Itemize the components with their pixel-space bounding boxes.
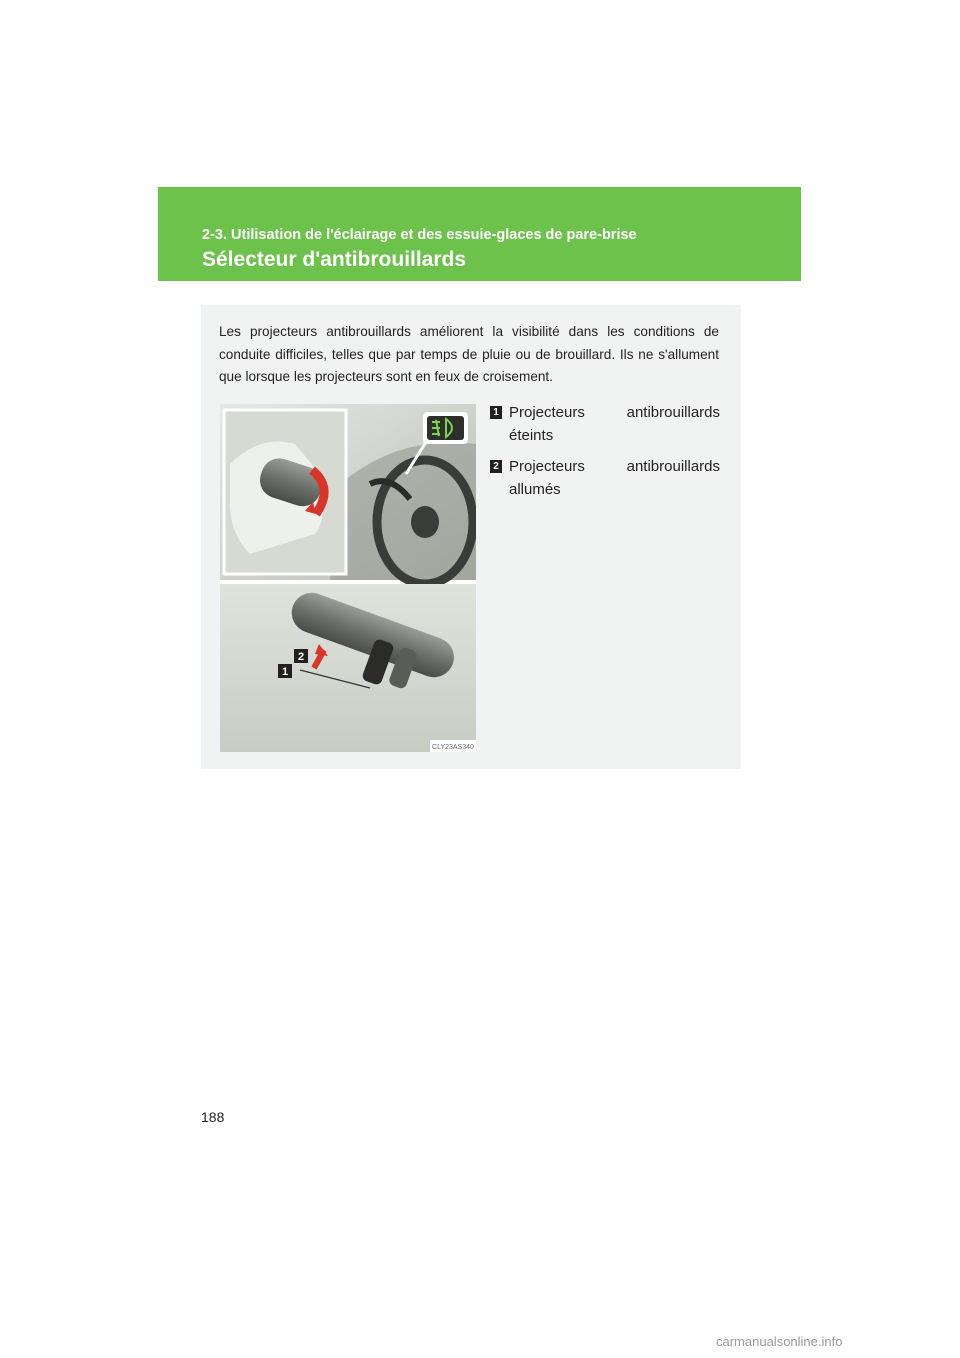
fog-light-switch-illustration [220,404,476,752]
legend-word: antibrouillards [626,404,720,421]
page-number: 188 [201,1109,225,1125]
legend-list [490,401,720,509]
legend-word: Projecteurs [509,404,585,421]
callout-2: 2 [297,651,305,663]
legend-number: 2 [490,460,502,473]
page-title: Sélecteur d'antibrouillards [202,248,467,271]
legend-word: antibrouillards [626,458,720,475]
section-header [158,187,801,281]
section-label: 2-3. Utilisation de l'éclairage et des essuie-glaces de pare-brise [202,227,637,243]
intro-paragraph: Les projecteurs antibrouillards améliorent la visibilité dans les conditions de conduite difficiles, telles que par temps de pluie ou de brouillard. Ils ne s'allument que lorsque les projecteurs sont en feux de croisement. [219,324,719,384]
legend-state: allumés [509,481,561,498]
content-panel [201,305,741,769]
legend-item-off [490,401,720,447]
legend-number: 1 [490,406,502,419]
callout-1: 1 [281,666,289,678]
watermark: carmanualsonline.info [716,1334,843,1349]
illustration-svg [220,404,476,752]
legend-state: éteints [509,427,554,444]
legend-item-on [490,455,720,501]
illustration-code: CLY23AS340 [432,744,474,751]
legend-word: Projecteurs [509,458,585,475]
